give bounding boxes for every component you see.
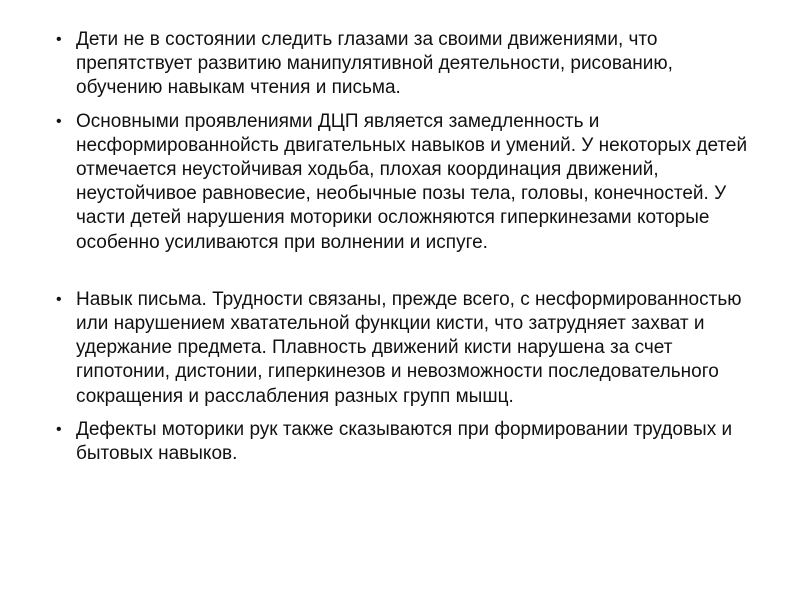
bullet-item — [54, 418, 754, 466]
bullet-marker: • — [56, 420, 62, 438]
bullet-item — [54, 28, 754, 101]
bullet-item — [54, 288, 754, 409]
bullet-marker: • — [56, 31, 62, 48]
bullet-marker: • — [56, 112, 62, 130]
bullet-text: Дефекты моторики рук также сказываются при формировании трудовых и бытовых навыков. — [76, 418, 733, 465]
bullet-text: Основными проявлениями ДЦП является замедленность и несформированнойсть двигательных навыков и умений. У некоторых детей отмечается неустойчивая ходьба, плохая координация движений, неустойчивое равновесие, необычные позы тела, головы, конечностей. У части детей нарушения моторики осложняются гиперкинезами которые особенно усиливаются при волнении и испуге. — [76, 110, 748, 253]
bullet-marker: • — [56, 290, 62, 308]
bullet-list — [54, 28, 754, 475]
bullet-item — [54, 110, 754, 255]
bullet-text: Навык письма. Трудности связаны, прежде всего, с несформированностью или нарушением хватательной функции кисти, что затрудняет захват и удержание предмета. Плавность движений кисти нарушена за счет гипотонии, дистонии, гиперкинезов и невозможности последовательного сокращения и расслабления разных групп мышц. — [76, 288, 742, 407]
bullet-text: Дети не в состоянии следить глазами за своими движениями, что препятствует развитию манипулятивной деятельности, рисованию, обучению навыкам чтения и письма. — [76, 29, 673, 99]
